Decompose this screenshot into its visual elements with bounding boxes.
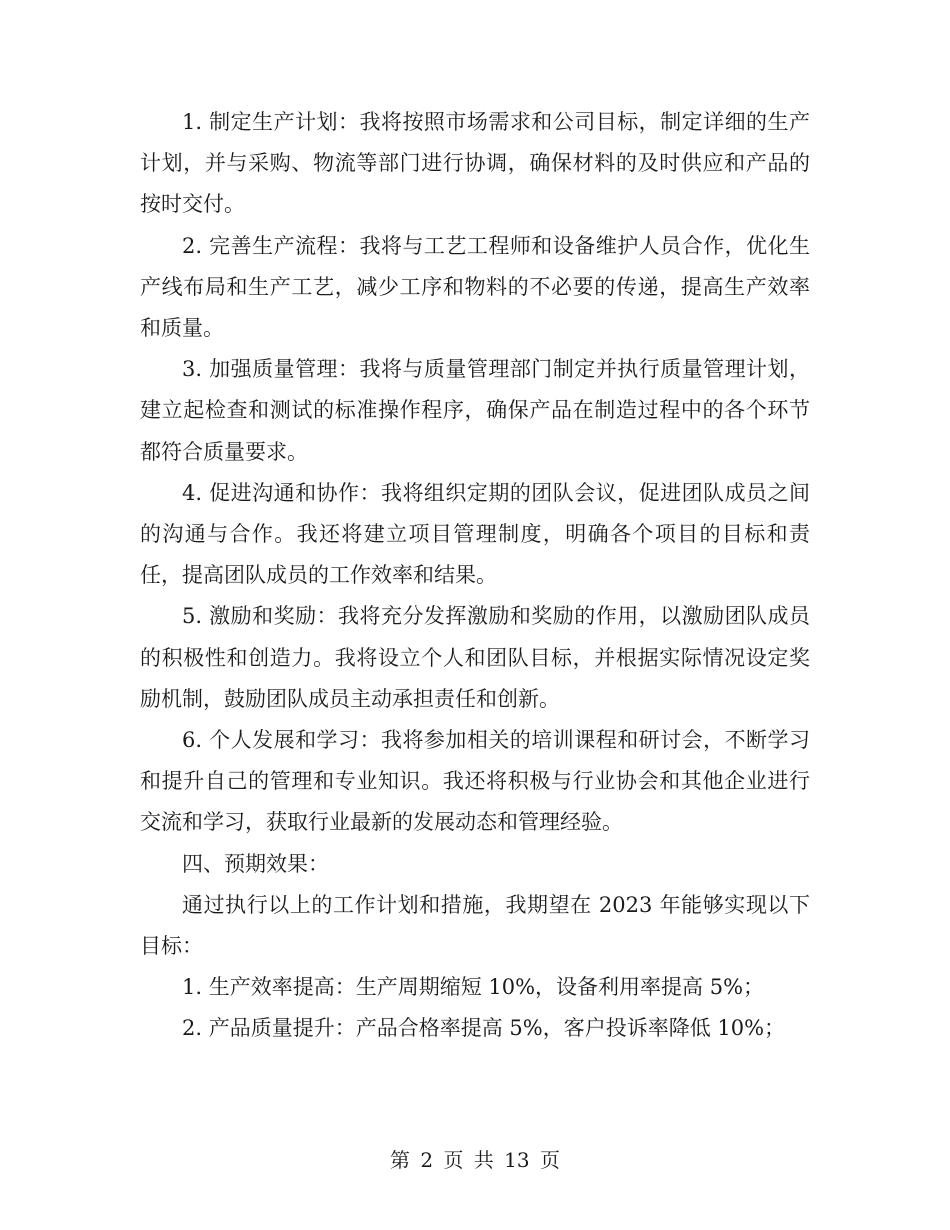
paragraph-quality-goal: 2. 产品质量提升：产品合格率提高 5%，客户投诉率降低 10%； — [182, 1016, 786, 1041]
document-body — [140, 102, 810, 1050]
paragraph-personal-development: 6. 个人发展和学习：我将参加相关的培训课程和研讨会，不断学习和提升自己的管理和专业知识。我还将积极与行业协会和其他企业进行交流和学习，获取行业最新的发展动态和管理经验。 — [140, 728, 810, 835]
paragraph-efficiency-goal: 1. 生产效率提高：生产周期缩短 10%，设备利用率提高 5%； — [182, 975, 765, 1000]
page-number-footer: 第 2 页 共 13 页 — [390, 1148, 560, 1172]
paragraph-production-process: 2. 完善生产流程：我将与工艺工程师和设备维护人员合作，优化生产线布局和生产工艺，减少工序和物料的不必要的传递，提高生产效率和质量。 — [140, 233, 810, 341]
paragraph-production-plan: 1. 制定生产计划：我将按照市场需求和公司目标，制定详细的生产计划，并与采购、物流等部门进行协调，确保材料的及时供应和产品的按时交付。 — [140, 110, 810, 217]
section-heading-expected-results: 四、预期效果： — [182, 851, 329, 876]
paragraph-expected-intro: 通过执行以上的工作计划和措施，我期望在 2023 年能够实现以下目标： — [140, 892, 810, 959]
paragraph-communication: 4. 促进沟通和协作：我将组织定期的团队会议，促进团队成员之间的沟通与合作。我还将建立项目管理制度，明确各个项目的目标和责任，提高团队成员的工作效率和结果。 — [140, 480, 810, 588]
paragraph-quality-management: 3. 加强质量管理：我将与质量管理部门制定并执行质量管理计划，建立起检查和测试的标准操作程序，确保产品在制造过程中的各个环节都符合质量要求。 — [140, 357, 810, 464]
paragraph-incentives: 5. 激励和奖励：我将充分发挥激励和奖励的作用，以激励团队成员的积极性和创造力。我将设立个人和团队目标，并根据实际情况设定奖励机制，鼓励团队成员主动承担责任和创新。 — [140, 604, 810, 711]
